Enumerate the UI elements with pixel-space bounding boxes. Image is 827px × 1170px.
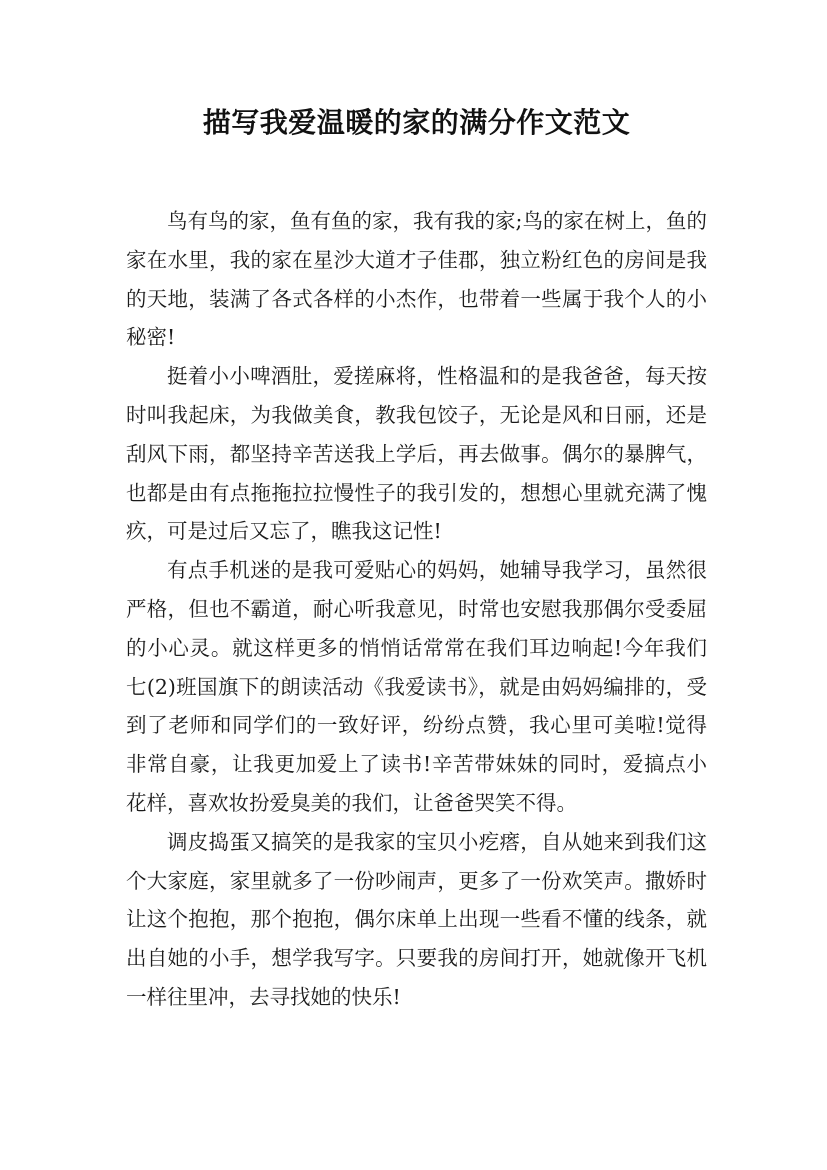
paragraph-4: 调皮捣蛋又搞笑的是我家的宝贝小疙瘩，自从她来到我们这个大家庭，家里就多了一份吵闹声，更多了一份欢笑声。撒娇时让这个抱抱，那个抱抱，偶尔床单上出现一些看不懂的线条，就出自她的小手，想学我写字。只要我的房间打开，她就像开飞机一样往里冲，去寻找她的快乐! (126, 829, 707, 1009)
paragraph-1: 鸟有鸟的家，鱼有鱼的家，我有我的家;鸟的家在树上，鱼的家在水里，我的家在星沙大道才子佳郡，独立粉红色的房间是我的天地，装满了各式各样的小杰作，也带着一些属于我个人的小秘密! (126, 209, 707, 350)
paragraph-3: 有点手机迷的是我可爱贴心的妈妈，她辅导我学习，虽然很严格，但也不霸道，耐心听我意见，时常也安慰我那偶尔受委屈的小心灵。就这样更多的悄悄话常常在我们耳边响起!今年我们七(2)班国旗下的朗读活动《我爱读书》，就是由妈妈编排的，受到了老师和同学们的一致好评，纷纷点赞，我心里可美啦!觉得非常自豪，让我更加爱上了读书!辛苦带妹妹的同时，爱搞点小花样，喜欢妆扮爱臭美的我们，让爸爸哭笑不得。 (126, 558, 707, 815)
paragraph-2: 挺着小小啤酒肚，爱搓麻将，性格温和的是我爸爸，每天按时叫我起床，为我做美食，教我包饺子，无论是风和日丽，还是刮风下雨，都坚持辛苦送我上学后，再去做事。偶尔的暴脾气，也都是由有点拖拖拉拉慢性子的我引发的，想想心里就充满了愧疚，可是过后又忘了，瞧我这记性! (126, 364, 707, 544)
document-body (126, 202, 707, 1017)
document-title: 描写我爱温暖的家的满分作文范文 (202, 106, 631, 139)
